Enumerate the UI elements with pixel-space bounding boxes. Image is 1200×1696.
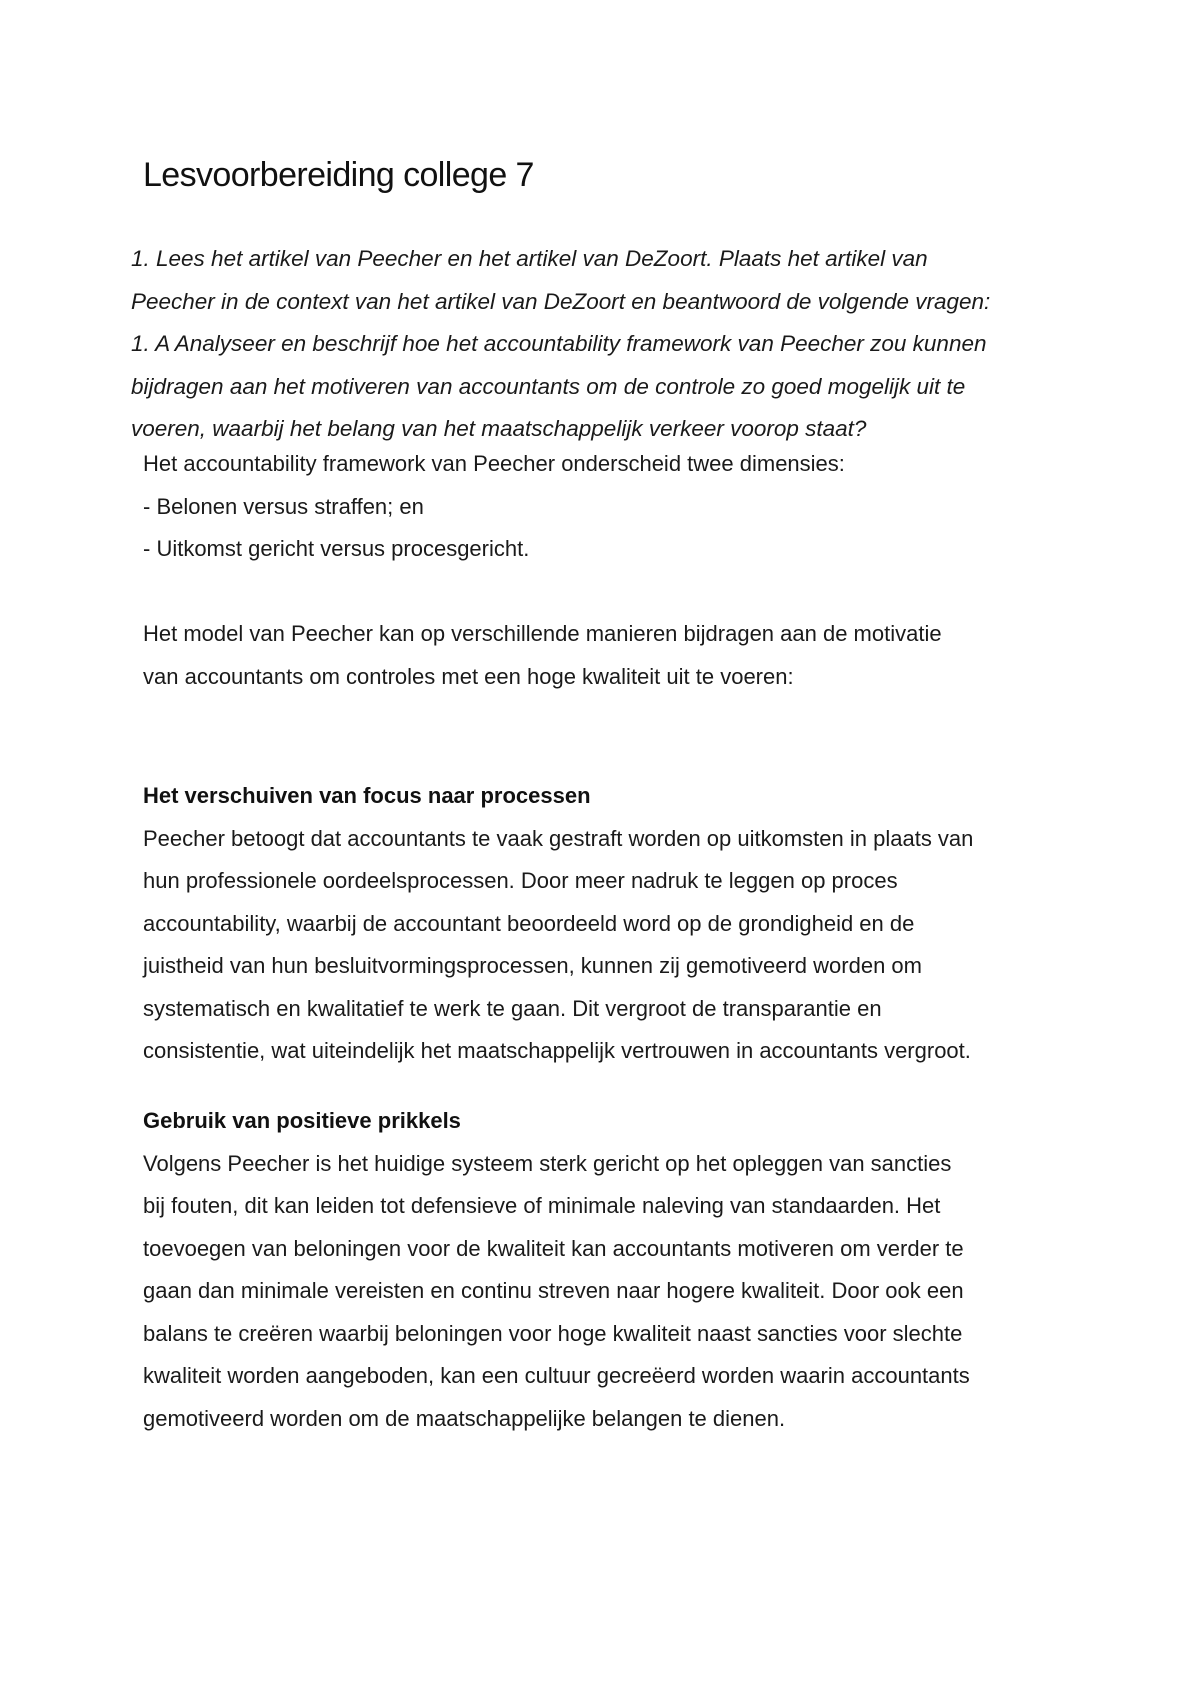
model-line: Het model van Peecher kan op verschillende manieren bijdragen aan de motivatie <box>143 621 942 646</box>
section-line: balans te creëren waarbij beloningen voor hoge kwaliteit naast sancties voor slechte <box>143 1320 963 1346</box>
question-line: Peecher in de context van het artikel van DeZoort en beantwoord de volgende vragen: <box>131 288 991 314</box>
framework-list-item: - Belonen versus straffen; en <box>143 493 424 519</box>
section-line: kwaliteit worden aangeboden, kan een cultuur gecreëerd worden waarin accountants <box>143 1363 970 1388</box>
section-line: Peecher betoogt dat accountants te vaak gestraft worden op uitkomsten in plaats van <box>143 825 974 851</box>
section-line: bij fouten, dit kan leiden tot defensieve of minimale naleving van standaarden. Het <box>143 1193 941 1218</box>
section-line: Volgens Peecher is het huidige systeem sterk gericht op het opleggen van sancties <box>143 1150 952 1176</box>
framework-paragraph <box>143 443 1083 571</box>
question-line: bijdragen aan het motiveren van accountants om de controle zo goed mogelijk uit te <box>131 373 966 399</box>
question-line: 1. Lees het artikel van Peecher en het artikel van DeZoort. Plaats het artikel van <box>131 246 928 271</box>
framework-line: Het accountability framework van Peecher onderscheid twee dimensies: <box>143 451 845 476</box>
section-line: toevoegen van beloningen voor de kwaliteit kan accountants motiveren om verder te <box>143 1235 964 1261</box>
question-line: 1. A Analyseer en beschrijf hoe het accountability framework van Peecher zou kunnen <box>131 331 987 356</box>
section-line: hun professionele oordeelsprocessen. Door meer nadruk te leggen op proces <box>143 868 898 893</box>
section-line: juistheid van hun besluitvormingsprocessen, kunnen zij gemotiveerd worden om <box>143 953 922 978</box>
section-line: gaan dan minimale vereisten en continu streven naar hogere kwaliteit. Door ook een <box>143 1278 964 1303</box>
section-process-focus <box>143 775 1083 1073</box>
document-title: Lesvoorbereiding college 7 <box>143 156 534 194</box>
section-heading: Het verschuiven van focus naar processen <box>143 783 591 808</box>
section-line: accountability, waarbij de accountant beoordeeld word op de grondigheid en de <box>143 910 915 936</box>
section-line: systematisch en kwalitatief te werk te gaan. Dit vergroot de transparantie en <box>143 995 882 1021</box>
question-line: voeren, waarbij het belang van het maatschappelijk verkeer voorop staat? <box>131 416 867 441</box>
section-line: gemotiveerd worden om de maatschappelijke belangen te dienen. <box>143 1405 786 1431</box>
section-line: consistentie, wat uiteindelijk het maatschappelijk vertrouwen in accountants vergroot. <box>143 1038 971 1063</box>
question-text <box>131 238 1091 451</box>
section-heading: Gebruik van positieve prikkels <box>143 1108 461 1133</box>
framework-list-item: - Uitkomst gericht versus procesgericht. <box>143 536 530 561</box>
model-line: van accountants om controles met een hoge kwaliteit uit te voeren: <box>143 663 794 689</box>
section-positive-incentives <box>143 1100 1083 1440</box>
model-paragraph <box>143 613 1083 698</box>
